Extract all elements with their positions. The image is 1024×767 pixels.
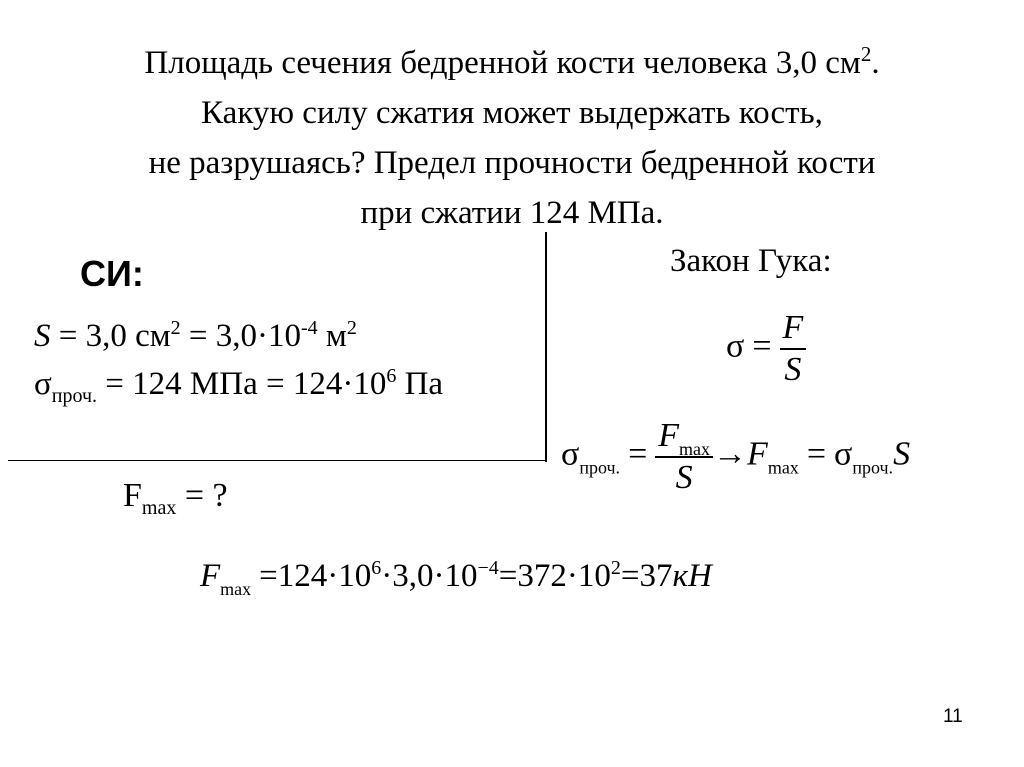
si-divider-horizontal xyxy=(8,460,546,461)
hooke-formula: σ = $\frac{F}{S}$ xyxy=(726,310,806,387)
problem-line-1: Площадь сечения бедренной кости человека 3,0 $см^2$. xyxy=(144,42,880,81)
si-heading: СИ: xyxy=(80,253,144,294)
page-number: 11 xyxy=(943,706,963,727)
hooke-law-title: Закон Гука: xyxy=(670,243,832,279)
unknown-question: $F_{max}$ = ? xyxy=(123,477,228,519)
si-area-line: S = 3,0 $см^2 = 3,0\cdot 10^{-4}$ $м^2$ xyxy=(34,317,357,354)
si-divider-vertical xyxy=(545,232,547,462)
derivation-fraction: $\frac{F_{max}}{S}$ xyxy=(655,418,713,495)
hooke-fraction: $\frac{F}{S}$ xyxy=(780,310,807,387)
problem-line-3: не разрушаясь? Предел прочности бедренной кости xyxy=(148,145,876,181)
si-strength-line: $\sigma_{проч.} = 124$ МПа = $124\cdot 10^6$ Па xyxy=(34,365,444,407)
problem-line-4: при сжатии 124 МПа. xyxy=(360,195,664,231)
problem-line-2: Какую силу сжатия может выдержать кость, xyxy=(201,95,823,131)
final-calculation: $F_{max} =124\cdot 10^6\cdot 3,0\cdot 10^{-4}=372\cdot 10^2=37кН$ xyxy=(200,557,712,599)
arrow-icon: → xyxy=(713,435,748,473)
problem-statement xyxy=(0,38,1024,238)
derivation-formula: $\sigma_{проч.}$ = $\frac{F_{max}}{S}$ $\to F_{max} = \sigma_{проч.}S$ xyxy=(561,417,911,496)
